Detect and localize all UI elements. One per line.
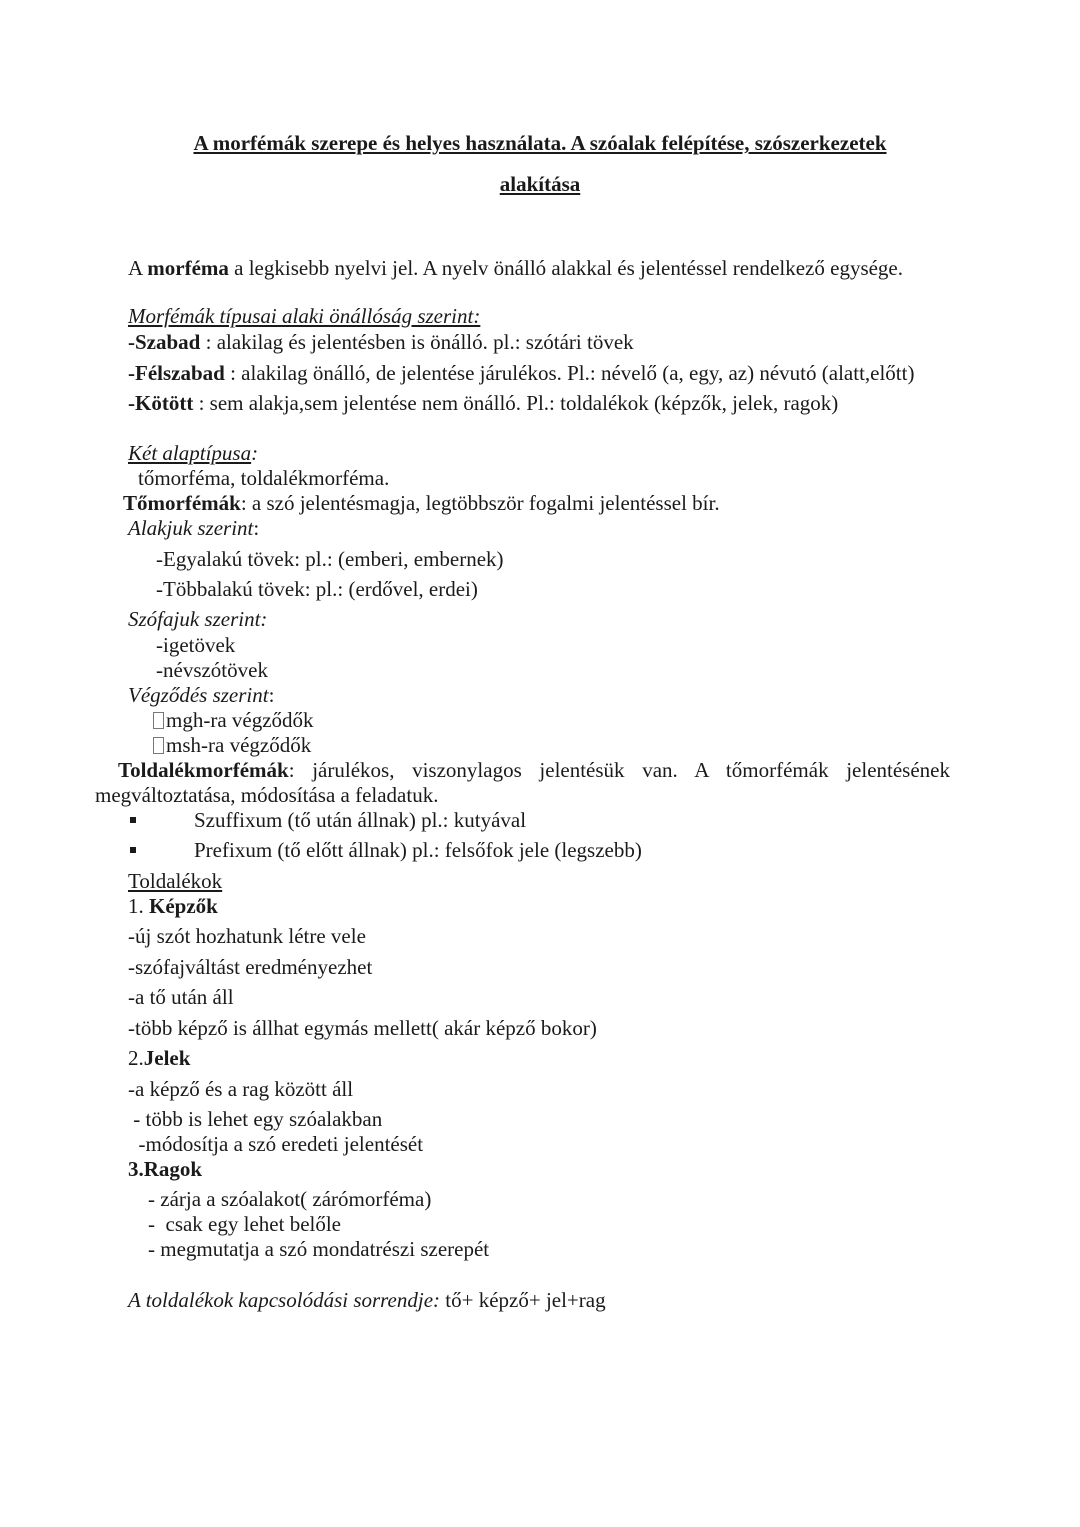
pos-heading: Szófajuk szerint: [128, 607, 268, 631]
kepzok-item: -több képző is állhat egymás mellett( akár képző bokor) [128, 1016, 597, 1040]
jelek-item: -a képző és a rag között áll [128, 1077, 354, 1101]
type-item-szabad: -Szabad : alakilag és jelentésben is önálló. pl.: szótári tövek [128, 330, 634, 354]
pos-item: -névszótövek [156, 658, 268, 682]
ragok-item: - zárja a szóalakot( zárómorféma) [148, 1187, 432, 1211]
bullet-icon [130, 817, 136, 823]
suffixes-heading: Toldalékok [128, 869, 223, 893]
kepzok-item: -a tő után áll [128, 985, 234, 1009]
ending-heading: Végződés szerint: [128, 683, 275, 707]
kepzok-heading: 1. Képzők [128, 894, 218, 918]
types-heading: Morfémák típusai alaki önállóság szerint: [128, 304, 481, 328]
basic-types-heading: Két alaptípusa: [128, 441, 259, 465]
stem-definition: Tőmorfémák: a szó jelentésmagja, legtöbbször fogalmi jelentéssel bír. [123, 491, 720, 515]
pos-item: -igetövek [156, 633, 236, 657]
checkbox-icon [153, 712, 164, 729]
affix-definition: Toldalékmorfémák: járulékos, viszonylagos jelentésük van. A tőmorfémák jelentésének [118, 758, 950, 782]
affix-bullet-item: Szuffixum (tő után állnak) pl.: kutyával [194, 808, 527, 832]
affix-bullet-item: Prefixum (tő előtt állnak) pl.: felsőfok jele (legszebb) [194, 838, 642, 862]
page-title-line2: alakítása [499, 172, 581, 196]
basic-types-line: tőmorféma, toldalékmorféma. [138, 466, 390, 490]
ending-item: msh-ra végződők [153, 732, 311, 758]
page-title: A morfémák szerepe és helyes használata. A szóalak felépítése, szószerkezetek [193, 131, 887, 155]
suffix-order: A toldalékok kapcsolódási sorrendje: tő+ képző+ jel+rag [128, 1288, 606, 1312]
form-item: -Többalakú tövek: pl.: (erdővel, erdei) [156, 577, 478, 601]
intro-paragraph: A morféma a legkisebb nyelvi jel. A nyelv önálló alakkal és jelentéssel rendelkező egysége. [128, 256, 904, 280]
form-heading: Alakjuk szerint: [128, 516, 260, 540]
ragok-item: - csak egy lehet belőle [148, 1212, 341, 1236]
jelek-heading: 2.Jelek [128, 1046, 191, 1070]
morpheme-term: morféma [147, 256, 229, 280]
affix-definition-cont: megváltoztatása, módosítása a feladatuk. [95, 783, 439, 807]
kepzok-item: -szófajváltást eredményezhet [128, 955, 373, 979]
kepzok-item: -új szót hozhatunk létre vele [128, 924, 366, 948]
jelek-item: -módosítja a szó eredeti jelentését [128, 1132, 424, 1156]
type-item-felszabad: -Félszabad : alakilag önálló, de jelentése járulékos. Pl.: névelő (a, egy, az) névutó (alatt,előtt) [128, 361, 915, 385]
bullet-icon [130, 847, 136, 853]
form-item: -Egyalakú tövek: pl.: (emberi, embernek) [156, 547, 504, 571]
ragok-heading: 3.Ragok [128, 1157, 203, 1181]
type-item-kotott: -Kötött : sem alakja,sem jelentése nem önálló. Pl.: toldalékok (képzők, jelek, ragok) [128, 391, 839, 415]
ragok-item: - megmutatja a szó mondatrészi szerepét [148, 1237, 490, 1261]
jelek-item: - több is lehet egy szóalakban [128, 1107, 383, 1131]
ending-item: mgh-ra végződők [153, 707, 314, 733]
checkbox-icon [153, 737, 164, 754]
